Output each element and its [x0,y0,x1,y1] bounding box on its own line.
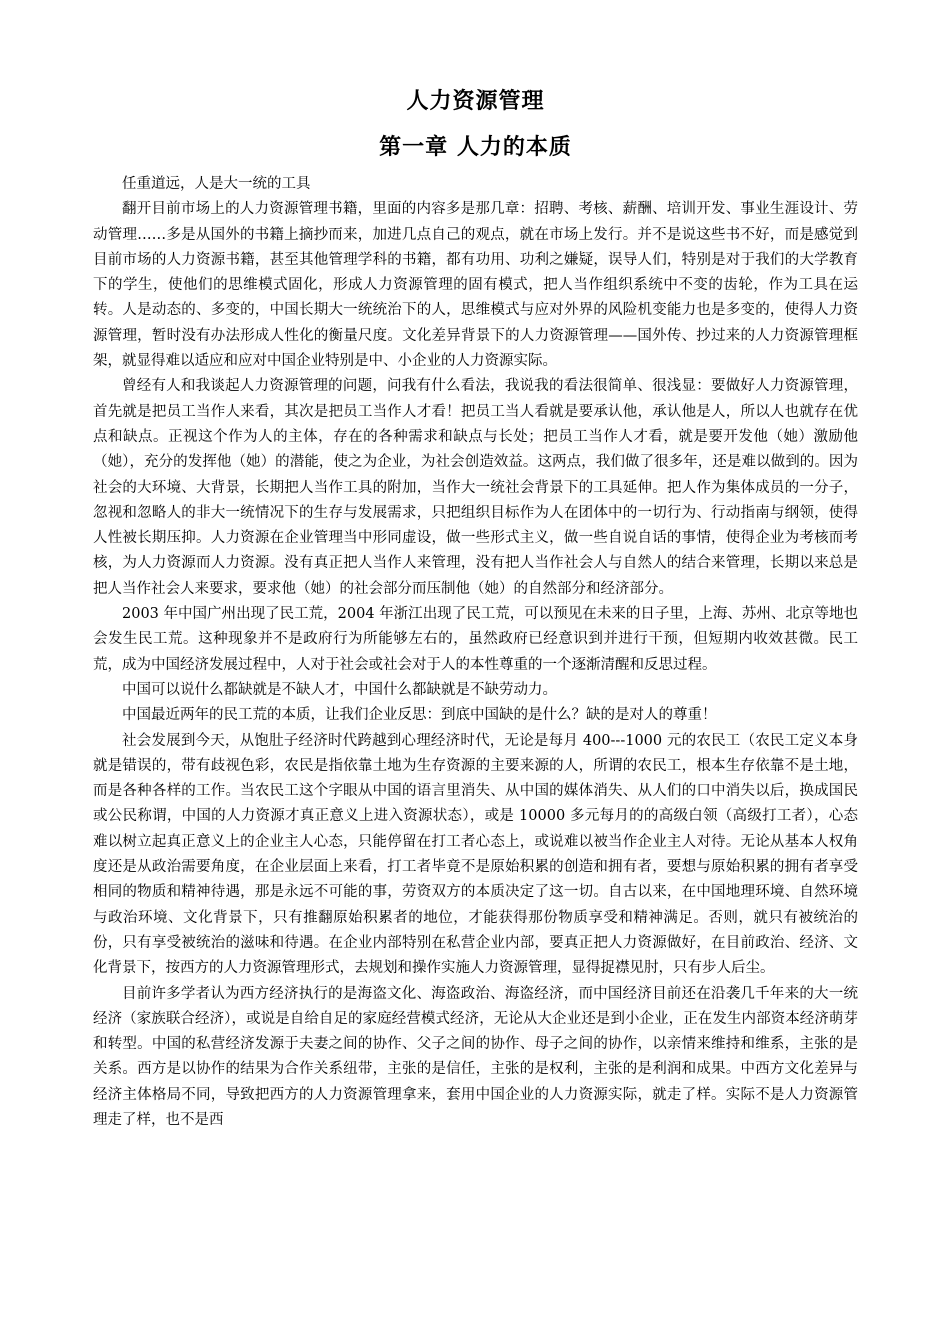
paragraph: 中国可以说什么都缺就是不缺人才，中国什么都缺就是不缺劳动力。 [122,681,557,698]
document-title: 人力资源管理 [406,88,545,114]
paragraph: 翻开目前市场上的人力资源管理书籍，里面的内容多是那几章：招聘、考核、薪酬、培训开发、事业生涯设计、劳动管理……多是从国外的书籍上摘抄而来，加进几点自己的观点，就在市场上发行。并不是说这些书不好，而是感觉到目前市场的人力资源书籍，甚至其他管理学科的书籍，都有功用、功利之嫌疑，误导人们，特别是对于我们的大学教育下的学生，使他们的思维模式固化，形成人力资源管理的固有模式，把人当作组织系统中不变的齿轮，作为工具在运转。人是动态的、多变的，中国长期大一统统治下的人，思维模式与应对外界的风险机变能力也是多变的，使得人力资源管理，暂时没有办法形成人性化的衡量尺度。文化差异背景下的人力资源管理——国外传、抄过来的人力资源管理框架，就显得难以适应和应对中国企业特别是中、小企业的人力资源实际。 [93,201,858,370]
paragraph: 目前许多学者认为西方经济执行的是海盗文化、海盗政治、海盗经济，而中国经济目前还在沿袭几千年来的大一统经济（家族联合经济），或说是自给自足的家庭经营模式经济，无论从大企业还是到小企业，正在发生内部资本经济萌芽和转型。中国的私营经济发源于夫妻之间的协作、父子之间的协作、母子之间的协作，以亲情来维持和维系，主张的是关系。西方是以协作的结果为合作关系纽带，主张的是信任，主张的是权利，主张的是利润和成果。中西方文化差异与经济主体格局不同，导致把西方的人力资源管理拿来，套用中国企业的人力资源实际，就走了样。实际不是人力资源管理走了样，也不是西 [93,985,858,1128]
chapter-title: 第一章 人力的本质 [379,134,572,160]
document-body [93,172,858,1133]
paragraph: 中国最近两年的民工荒的本质，让我们企业反思：到底中国缺的是什么？缺的是对人的尊重！ [122,707,717,724]
paragraph-subtitle: 任重道远，人是大一统的工具 [122,176,311,192]
paragraph: 社会发展到今天，从饱肚子经济时代跨越到心理经济时代，无论是每月 400---1000 元的农民工（农民工定义本身就是错误的，带有歧视色彩，农民是指依靠土地为生存资源的主要来源的人，所谓的农民工，根本生存依靠不是土地，而是各种各样的工作。当农民工这个字眼从中国的语言里消失、从中国的媒体消失、从人们的口中消失以后，换成国民或公民称谓，中国的人力资源才真正意义上进入资源状态），或是 10000 多元每月的的高级白领（高级打工者），心态难以树立起真正意义上的企业主人心态，只能停留在打工者心态上，或说难以被当作企业主人对待。无论从基本人权角度还是从政治需要角度，在企业层面上来看，打工者毕竟不是原始积累的创造和拥有者，要想与原始积累的拥有者享受相同的物质和精神待遇，那是永远不可能的事，劳资双方的本质决定了这一切。自古以来，在中国地理环境、自然环境与政治环境、文化背景下，只有推翻原始积累者的地位，才能获得那份物质享受和精神满足。否则，就只有被统治的份，只有享受被统治的滋味和待遇。在企业内部特别在私营企业内部，要真正把人力资源做好，在目前政治、经济、文化背景下，按西方的人力资源管理形式，去规划和操作实施人力资源管理，显得捉襟见肘，只有步人后尘。 [93,732,858,977]
paragraph: 2003 年中国广州出现了民工荒，2004 年浙江出现了民工荒，可以预见在未来的日子里，上海、苏州、北京等地也会发生民工荒。这种现象并不是政府行为所能够左右的，虽然政府已经意识到并进行干预，但短期内收效甚微。民工荒，成为中国经济发展过程中，人对于社会或社会对于人的本性尊重的一个逐渐清醒和反思过程。 [93,606,858,673]
paragraph: 曾经有人和我谈起人力资源管理的问题，问我有什么看法，我说我的看法很简单、很浅显：要做好人力资源管理，首先就是把员工当作人来看，其次是把员工当作人才看！把员工当人看就是要承认他，承认他是人，所以人也就存在优点和缺点。正视这个作为人的主体，存在的各种需求和缺点与长处；把员工当作人才看，就是要开发他（她）激励他（她），充分的发挥他（她）的潜能，使之为企业，为社会创造效益。这两点，我们做了很多年，还是难以做到的。因为社会的大环境、大背景，长期把人当作工具的附加，当作大一统社会背景下的工具延伸。把人作为集体成员的一分子，忽视和忽略人的非大一统情况下的生存与发展需求，只把组织目标作为人在团体中的一切行为、行动指南与纲领，使得人性被长期压抑。人力资源在企业管理当中形同虚设，做一些形式主义，做一些自说自话的事情，使得企业为考核而考核，为人力资源而人力资源。没有真正把人当作人来管理，没有把人当作社会人与自然人的结合来管理，长期以来总是把人当作社会人来要求，要求他（她）的社会部分而压制他（她）的自然部分和经济部分。 [93,378,858,597]
document-page [93,82,858,1133]
